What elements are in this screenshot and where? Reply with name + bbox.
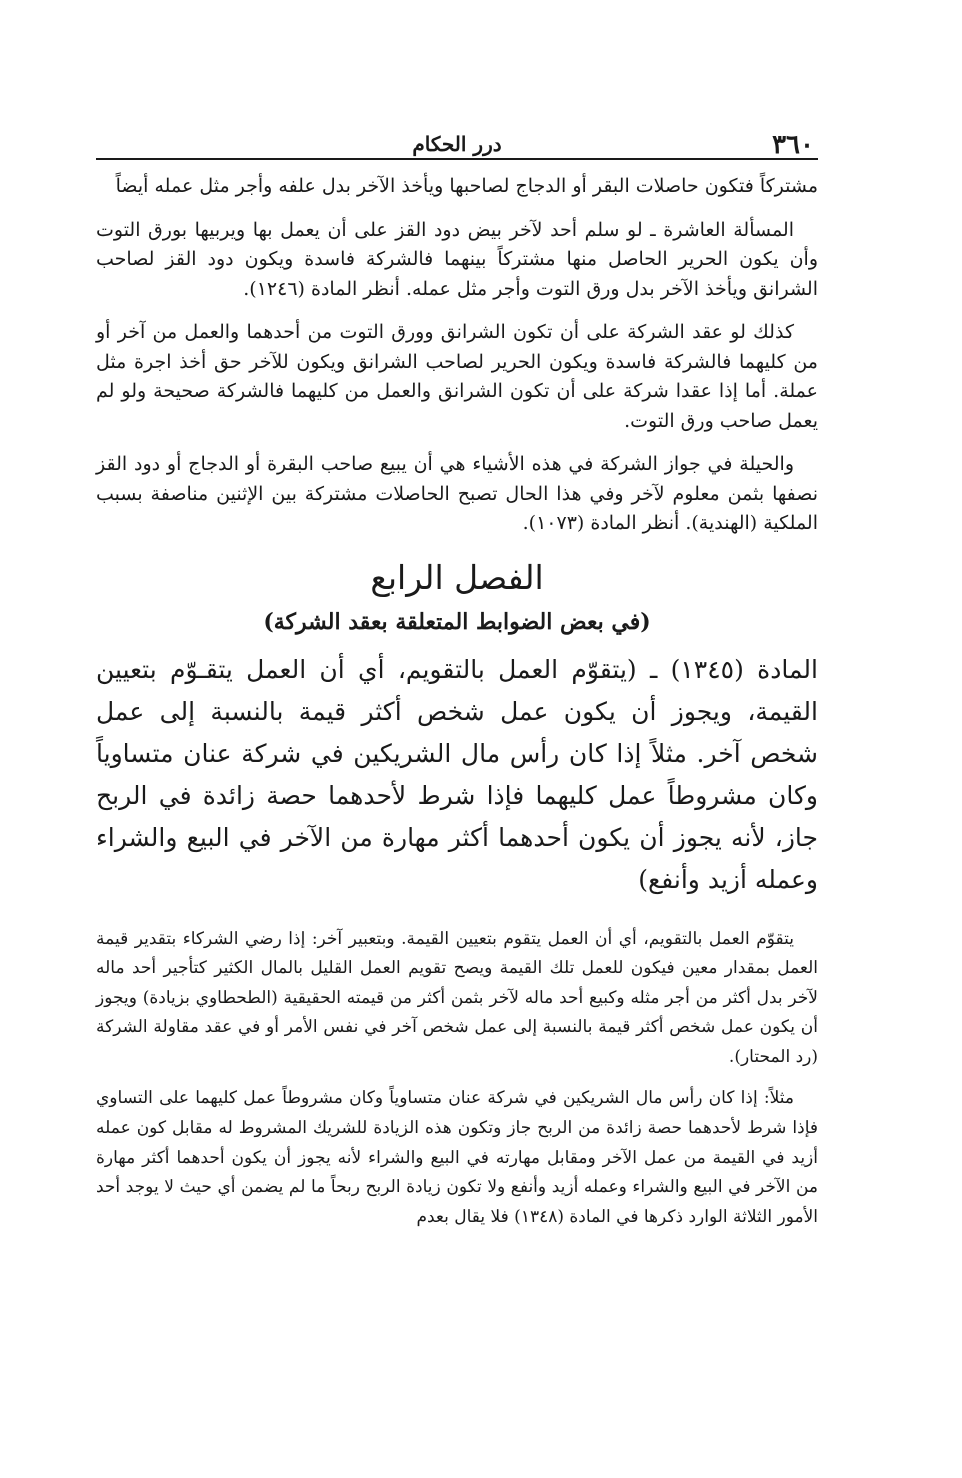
page-number: ٣٦٠	[772, 130, 814, 160]
commentary-paragraph-1: يتقوّم العمل بالتقويم، أي أن العمل يتقوم بتعيين القيمة. وبتعبير آخر: إذا رضي الشركاء بتقدير قيمة العمل بمقدار معين فيكون للعمل تلك القيمة ويصح تقويم العمل القليل بالمال الكثير كتأجير أحد ماله لآخر بدل أكثر من أجر مثله وكبيع أحد ماله لآخر بثمن أكثر من قيمته الحقيقية (الطحطاوي بزيادة) ويجوز أن يكون عمل شخص أكثر قيمة بالنسبة إلى عمل شخص آخر في نفس الأمر أو في عقد مقاولة الشركة (رد المحتار).	[96, 928, 818, 1067]
paragraph-continuation: مشتركاً فتكون حاصلات البقر أو الدجاج لصاحبها ويأخذ الآخر بدل علفه وأجر مثل عمله أيضاً	[115, 175, 818, 197]
page-body	[96, 172, 818, 1232]
article-1345: المادة (١٣٤٥) ـ (يتقوّم العمل بالتقويم، أي أن العمل يتقـوّم بتعيين القيمة، ويجوز أن يكون عمل شخص أكثر قيمة بالنسبة إلى عمل شخص آخر. مثلاً إذا كان رأس مال الشريكين في شركة عنان متساوياً وكان مشروطاً عمل كليهما فإذا شرط لأحدهما حصة زائدة في الربح جاز، لأنه يجوز أن يكون أحدهما أكثر مهارة من الآخر في البيع والشراء وعمله أزيد وأنفع)	[96, 654, 818, 894]
running-title: درر الحكام	[412, 132, 502, 156]
paragraph-likewise: كذلك لو عقد الشركة على أن تكون الشرانق وورق التوت من أحدهما والعمل من آخر أو من كليهما فالشركة فاسدة ويكون الحرير لصاحب الشرانق ويكون للآخر حق أخذ اجرة مثل عملة. أما إذا عقدا شركة على أن تكون الشرانق والعمل من كليهما فالشركة صحيحة ولو لم يعمل صاحب ورق التوت.	[96, 321, 818, 432]
chapter-title: الفصل الرابع	[370, 557, 544, 597]
page-header	[96, 120, 818, 160]
paragraph-stratagem: والحيلة في جواز الشركة في هذه الأشياء هي أن يبيع صاحب البقرة أو الدجاج أو دود القز نصفها بثمن معلوم لآخر وفي هذا الحال تصبح الحاصلات مشتركة بين الإثنين مناصفة بسبب الملكية (الهندية). أنظر المادة (١٠٧٣).	[96, 453, 818, 534]
chapter-subtitle: (في بعض الضوابط المتعلقة بعقد الشركة)	[263, 608, 651, 635]
section-gap	[96, 901, 818, 925]
commentary-paragraph-2: مثلاً: إذا كان رأس مال الشريكين في شركة عنان متساوياً وكان مشروطاً عمل كليهما على التساوي فإذا شرط لأحدهما حصة زائدة من الربح جاز وتكون هذه الزيادة للشريك المشروط له مقابل كون عمله أزيد في القيمة من عمل الآخر ومقابل مهارته في البيع والشراء لأنه يجوز أن يكون أحدهما أكثر مهارة من الآخر في البيع والشراء وعمله أزيد وأنفع ولا تكون زيادة الربح ربحاً ما لم يضمن أي حيث لا يوجد أحد الأمور الثلاثة الوارد ذكرها في المادة (١٣٤٨) فلا يقال بعدم	[96, 1088, 818, 1227]
header-rule	[96, 158, 818, 160]
paragraph-tenth-issue: المسألة العاشرة ـ لو سلم أحد لآخر بيض دود القز على أن يعمل بها ويربيها بورق التوت وأن يكون الحرير الحاصل منها مشتركاً بينهما فالشركة فاسدة ويكون دود القز لصاحب الشرانق ويأخذ الآخر بدل ورق التوت وأجر مثل عمله. أنظر المادة (١٢٤٦).	[96, 218, 818, 300]
